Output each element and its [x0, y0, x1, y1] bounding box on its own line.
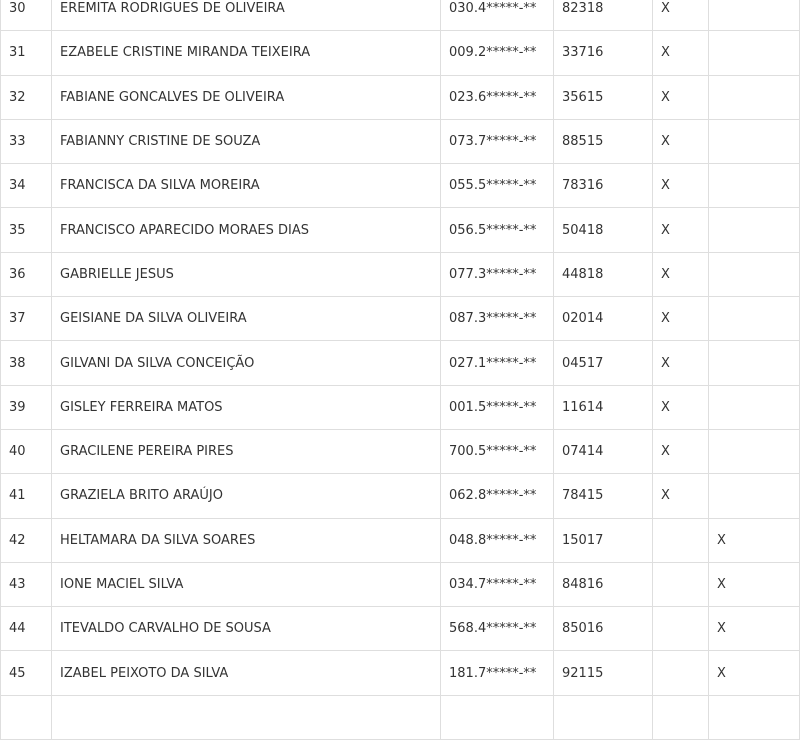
candidate-name: EZABELE CRISTINE MIRANDA TEIXEIRA [52, 31, 441, 75]
cpf-masked: 001.5*****-** [441, 385, 554, 429]
mark-column-2: X [709, 518, 800, 562]
table-row [1, 651, 800, 695]
table-row [1, 429, 800, 473]
registration-code: 35615 [554, 75, 653, 119]
cpf-masked: 048.8*****-** [441, 518, 554, 562]
mark-column-1 [653, 562, 709, 606]
mark-column-1: X [653, 341, 709, 385]
row-number: 35 [1, 208, 52, 252]
candidate-name: HELTAMARA DA SILVA SOARES [52, 518, 441, 562]
mark-column-2 [709, 31, 800, 75]
registration-code: 84816 [554, 562, 653, 606]
table-row [1, 252, 800, 296]
mark-column-2 [709, 0, 800, 31]
cpf-masked: 027.1*****-** [441, 341, 554, 385]
mark-column-1: X [653, 252, 709, 296]
registration-code: 78316 [554, 164, 653, 208]
registration-code: 11614 [554, 385, 653, 429]
candidate-name: GISLEY FERREIRA MATOS [52, 385, 441, 429]
cpf-masked: 030.4*****-** [441, 0, 554, 31]
mark-column-2: X [709, 562, 800, 606]
cpf-masked [441, 695, 554, 739]
row-number: 33 [1, 119, 52, 163]
table-row [1, 385, 800, 429]
row-number: 42 [1, 518, 52, 562]
mark-column-2 [709, 252, 800, 296]
row-number: 44 [1, 607, 52, 651]
row-number: 45 [1, 651, 52, 695]
table-row [1, 119, 800, 163]
row-number: 32 [1, 75, 52, 119]
cpf-masked: 034.7*****-** [441, 562, 554, 606]
mark-column-1: X [653, 385, 709, 429]
row-number [1, 695, 52, 739]
cpf-masked: 077.3*****-** [441, 252, 554, 296]
registration-code: 04517 [554, 341, 653, 385]
cpf-masked: 023.6*****-** [441, 75, 554, 119]
candidate-name: GEISIANE DA SILVA OLIVEIRA [52, 297, 441, 341]
table-row [1, 164, 800, 208]
row-number: 40 [1, 429, 52, 473]
row-number: 36 [1, 252, 52, 296]
table-row [1, 695, 800, 739]
mark-column-2 [709, 474, 800, 518]
row-number: 30 [1, 0, 52, 31]
mark-column-1: X [653, 31, 709, 75]
mark-column-1: X [653, 474, 709, 518]
candidate-name: GRAZIELA BRITO ARAÚJO [52, 474, 441, 518]
mark-column-1: X [653, 208, 709, 252]
mark-column-2 [709, 208, 800, 252]
cpf-masked: 700.5*****-** [441, 429, 554, 473]
registration-code: 02014 [554, 297, 653, 341]
row-number: 39 [1, 385, 52, 429]
cpf-masked: 062.8*****-** [441, 474, 554, 518]
table-row [1, 607, 800, 651]
registration-code: 78415 [554, 474, 653, 518]
mark-column-2 [709, 695, 800, 739]
table-row [1, 208, 800, 252]
row-number: 43 [1, 562, 52, 606]
table-row [1, 0, 800, 31]
registration-code: 88515 [554, 119, 653, 163]
mark-column-1 [653, 607, 709, 651]
candidate-name: FABIANE GONCALVES DE OLIVEIRA [52, 75, 441, 119]
mark-column-1 [653, 651, 709, 695]
candidate-name: FRANCISCA DA SILVA MOREIRA [52, 164, 441, 208]
mark-column-1: X [653, 75, 709, 119]
row-number: 38 [1, 341, 52, 385]
mark-column-1: X [653, 119, 709, 163]
cpf-masked: 568.4*****-** [441, 607, 554, 651]
candidate-name: FRANCISCO APARECIDO MORAES DIAS [52, 208, 441, 252]
cpf-masked: 181.7*****-** [441, 651, 554, 695]
mark-column-2 [709, 385, 800, 429]
mark-column-2 [709, 297, 800, 341]
table-row [1, 31, 800, 75]
mark-column-1: X [653, 0, 709, 31]
cpf-masked: 087.3*****-** [441, 297, 554, 341]
candidate-name: GABRIELLE JESUS [52, 252, 441, 296]
mark-column-2: X [709, 607, 800, 651]
cpf-masked: 009.2*****-** [441, 31, 554, 75]
mark-column-2 [709, 164, 800, 208]
cpf-masked: 055.5*****-** [441, 164, 554, 208]
table-row [1, 474, 800, 518]
cpf-masked: 056.5*****-** [441, 208, 554, 252]
mark-column-1: X [653, 429, 709, 473]
candidate-name: IONE MACIEL SILVA [52, 562, 441, 606]
row-number: 31 [1, 31, 52, 75]
mark-column-1: X [653, 297, 709, 341]
registration-code: 85016 [554, 607, 653, 651]
row-number: 37 [1, 297, 52, 341]
candidate-name: FABIANNY CRISTINE DE SOUZA [52, 119, 441, 163]
registration-code: 07414 [554, 429, 653, 473]
table-row [1, 518, 800, 562]
table-row [1, 341, 800, 385]
registration-code: 15017 [554, 518, 653, 562]
table-row [1, 562, 800, 606]
mark-column-1: X [653, 164, 709, 208]
registration-code: 33716 [554, 31, 653, 75]
mark-column-2 [709, 75, 800, 119]
candidate-name: ITEVALDO CARVALHO DE SOUSA [52, 607, 441, 651]
mark-column-2 [709, 341, 800, 385]
candidate-name [52, 695, 441, 739]
cpf-masked: 073.7*****-** [441, 119, 554, 163]
candidate-name: EREMITA RODRIGUES DE OLIVEIRA [52, 0, 441, 31]
mark-column-2 [709, 119, 800, 163]
mark-column-1 [653, 518, 709, 562]
registration-code: 92115 [554, 651, 653, 695]
mark-column-2 [709, 429, 800, 473]
registration-code: 44818 [554, 252, 653, 296]
mark-column-1 [653, 695, 709, 739]
registration-code [554, 695, 653, 739]
row-number: 41 [1, 474, 52, 518]
row-number: 34 [1, 164, 52, 208]
registration-code: 50418 [554, 208, 653, 252]
results-table-body [1, 0, 800, 740]
registration-code: 82318 [554, 0, 653, 31]
table-row [1, 297, 800, 341]
candidate-name: IZABEL PEIXOTO DA SILVA [52, 651, 441, 695]
mark-column-2: X [709, 651, 800, 695]
table-row [1, 75, 800, 119]
candidate-name: GILVANI DA SILVA CONCEIÇÃO [52, 341, 441, 385]
candidate-name: GRACILENE PEREIRA PIRES [52, 429, 441, 473]
